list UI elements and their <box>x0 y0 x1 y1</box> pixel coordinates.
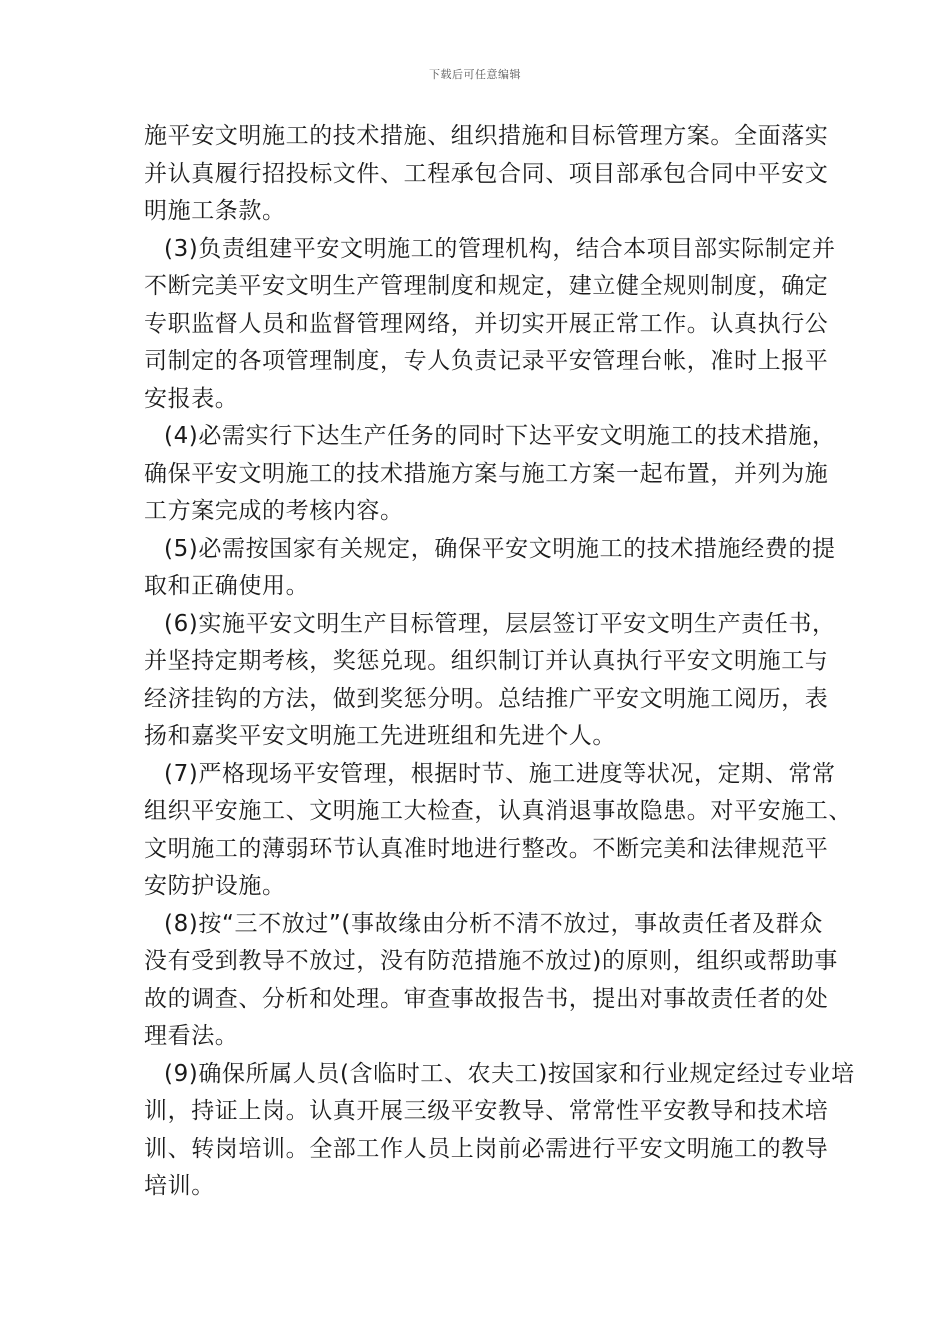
text-line: 明施工条款。 <box>144 198 286 224</box>
text-line: 并认真履行招投标文件、工程承包合同、项目部承包合同中平安文 <box>144 160 829 187</box>
text-line: 工方案完成的考核内容。 <box>144 498 404 524</box>
text-line: 文明施工的薄弱环节认真准时地进行整改。不断完美和法律规范平 <box>144 835 829 862</box>
text-line: 不断完美平安文明生产管理制度和规定，建立健全规则制度，确定 <box>144 273 829 299</box>
text-line: 扬和嘉奖平安文明施工先进班组和先进个人。 <box>144 723 616 749</box>
paragraph-5-start: (5)必需按国家有关规定，确保平安文明施工的技术措施经费的提 <box>164 535 836 562</box>
text-line: 安防护设施。 <box>144 873 286 899</box>
paragraph-6-start: (6)实施平安文明生产目标管理，层层签订平安文明生产责任书， <box>164 610 836 637</box>
paragraph-3-start: (3)负责组建平安文明施工的管理机构，结合本项目部实际制定并 <box>164 235 836 262</box>
text-line: 没有受到教导不放过，没有防范措施不放过)的原则，组织或帮助事 <box>144 948 838 974</box>
paragraph-8-start: (8)按“三不放过”(事故缘由分析不清不放过，事故责任者及群众 <box>164 910 823 937</box>
text-line: 组织平安施工、文明施工大检查，认真消退事故隐患。对平安施工、 <box>144 798 852 824</box>
text-line: 取和正确使用。 <box>144 573 310 599</box>
text-line: 训、转岗培训。全部工作人员上岗前必需进行平安文明施工的教导 <box>144 1135 829 1162</box>
text-line: 培训。 <box>144 1173 215 1199</box>
text-line: 理看法。 <box>144 1023 239 1049</box>
text-line: 并坚持定期考核，奖惩兑现。组织制订并认真执行平安文明施工与 <box>144 648 829 674</box>
paragraph-7-start: (7)严格现场平安管理，根据时节、施工进度等状况，定期、常常 <box>164 760 836 787</box>
text-line: 安报表。 <box>144 385 239 412</box>
text-line: 司制定的各项管理制度，专人负责记录平安管理台帐，准时上报平 <box>144 348 829 374</box>
text-line: 确保平安文明施工的技术措施方案与施工方案一起布置，并列为施 <box>144 460 829 487</box>
text-line: 训，持证上岗。认真开展三级平安教导、常常性平安教导和技术培 <box>144 1098 829 1124</box>
paragraph-4-start: (4)必需实行下达生产任务的同时下达平安文明施工的技术措施， <box>164 423 836 449</box>
text-line: 施平安文明施工的技术措施、组织措施和目标管理方案。全面落实 <box>144 123 829 149</box>
page-header: 下载后可任意编辑 <box>429 68 521 81</box>
text-line: 经济挂钩的方法，做到奖惩分明。总结推广平安文明施工阅历，表 <box>144 685 829 712</box>
text-line: 故的调查、分析和处理。审查事故报告书，提出对事故责任者的处 <box>144 985 829 1012</box>
paragraph-9-start: (9)确保所属人员(含临时工、农夫工)按国家和行业规定经过专业培 <box>164 1060 855 1087</box>
document-body <box>144 118 855 1206</box>
text-line: 专职监督人员和监督管理网络，并切实开展正常工作。认真执行公 <box>144 310 829 337</box>
